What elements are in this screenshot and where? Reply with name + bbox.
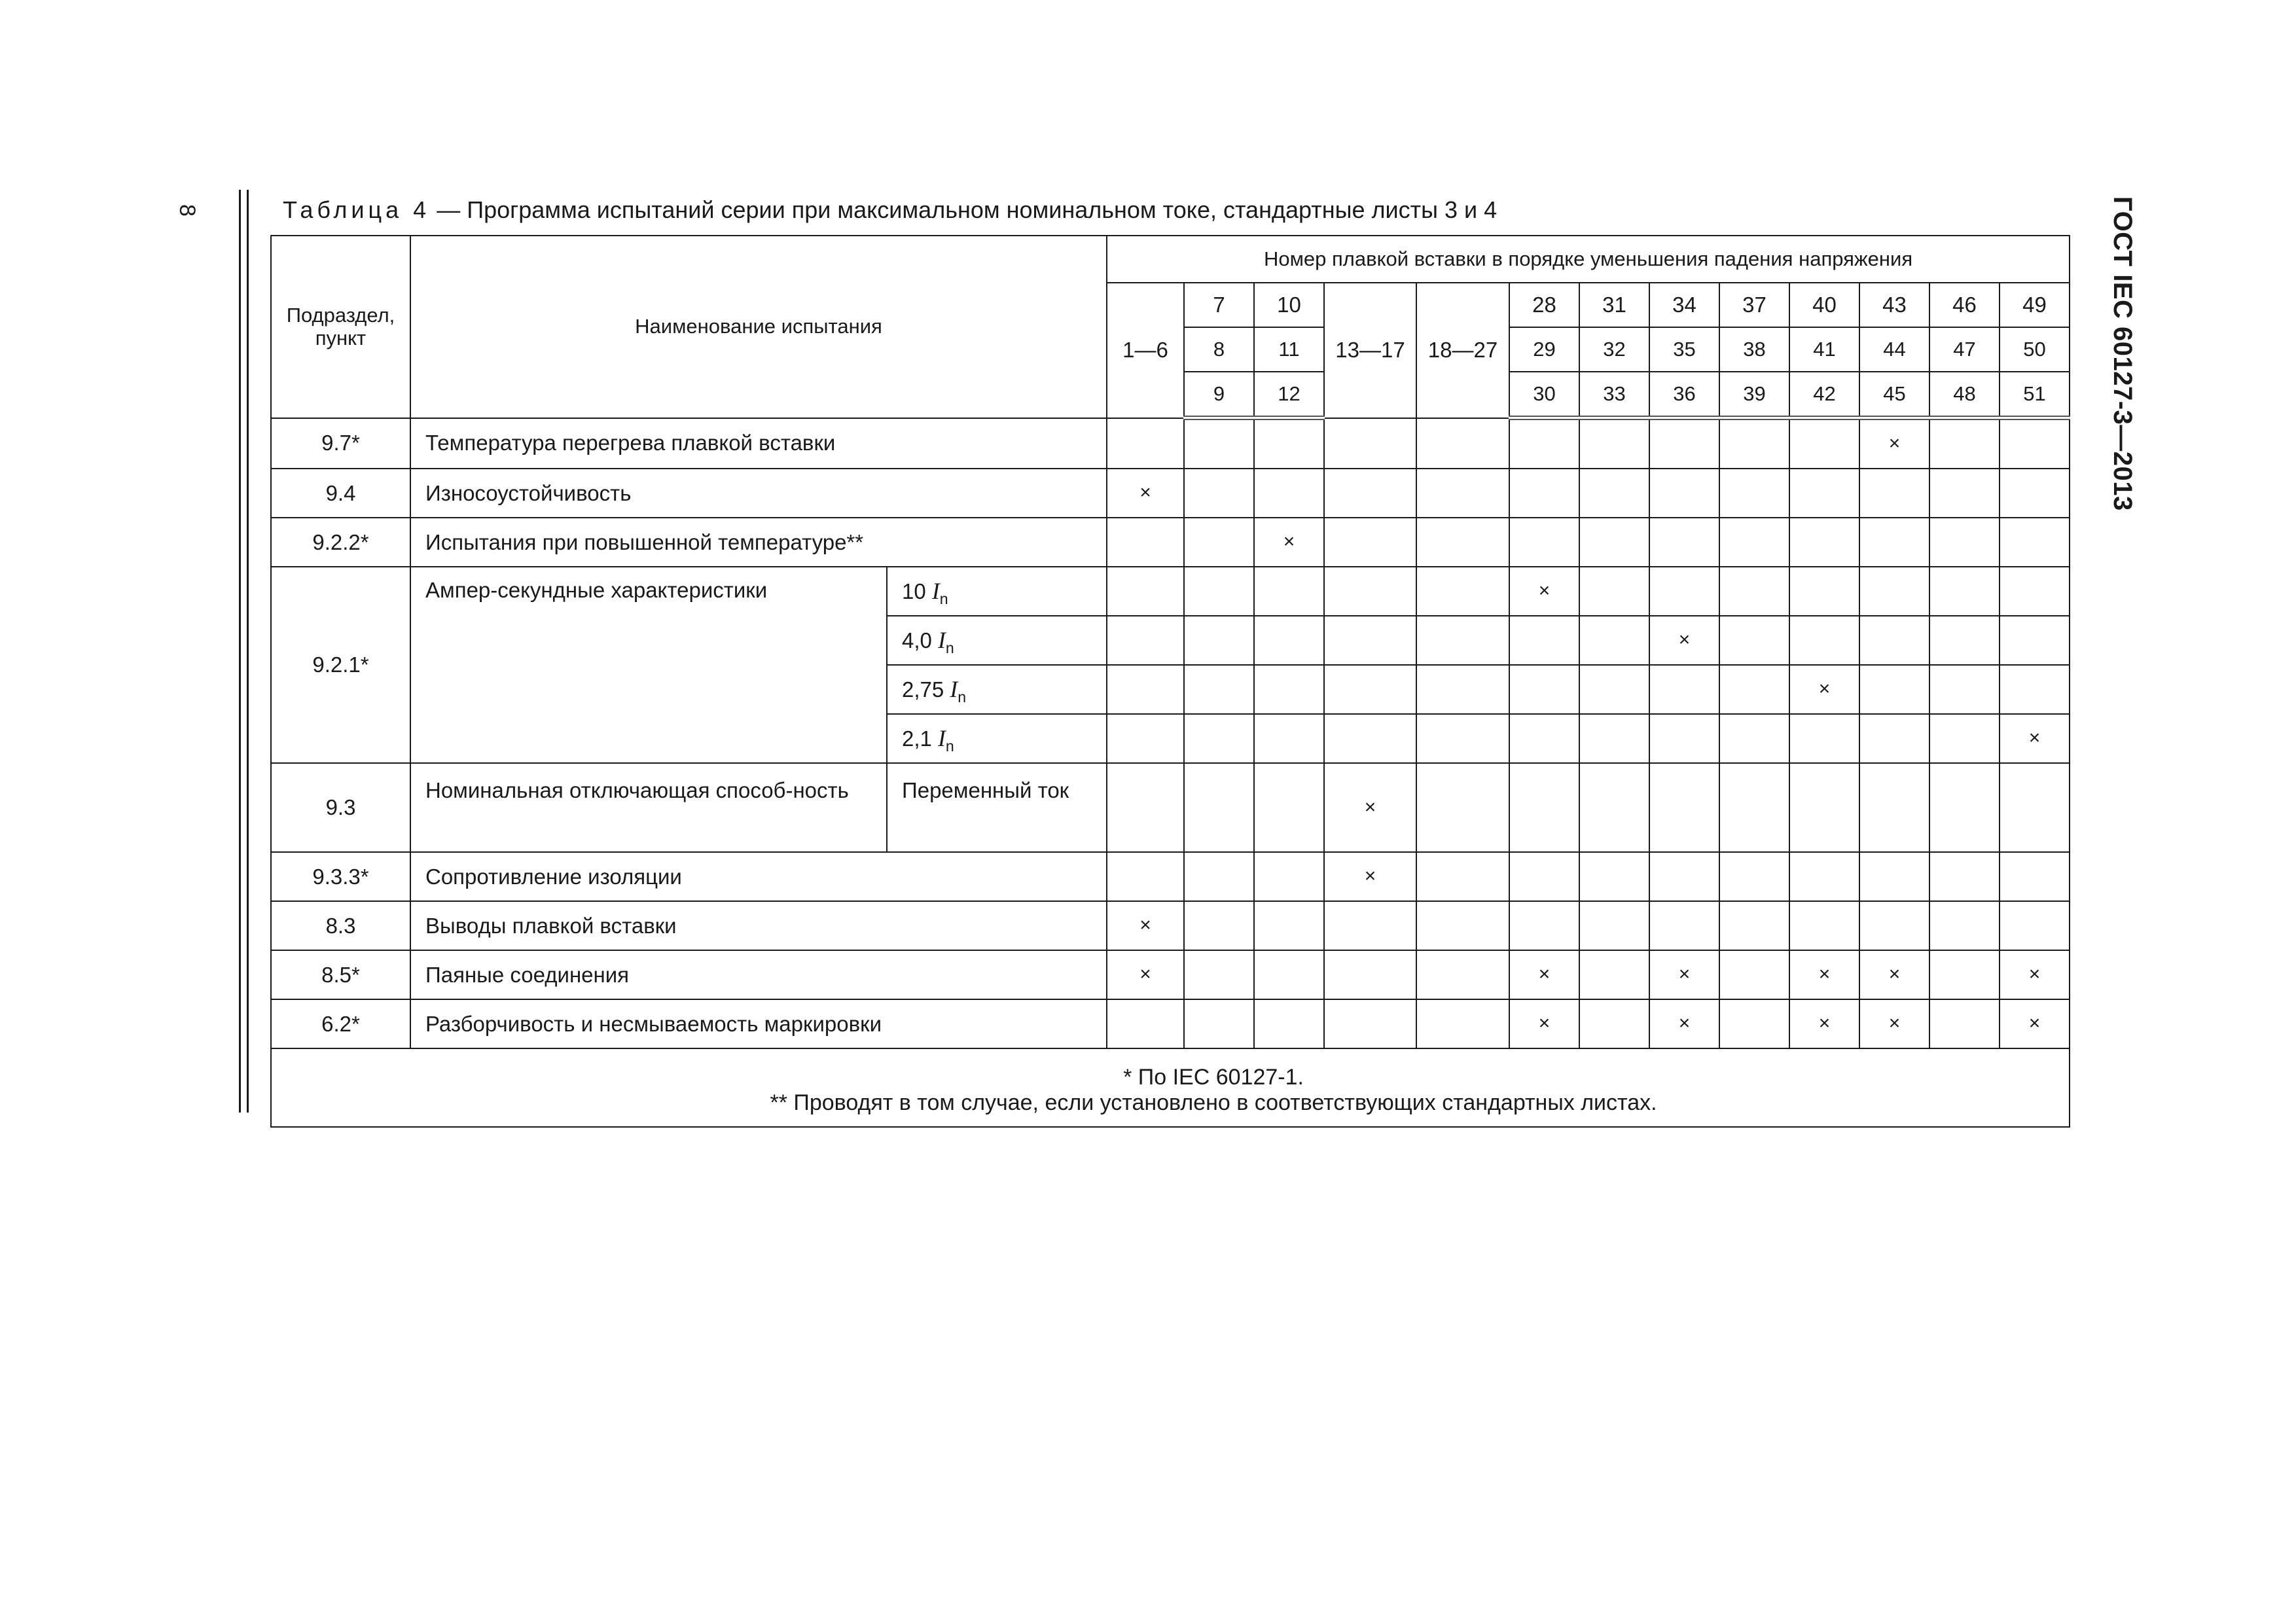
table-row — [271, 852, 2070, 901]
header-num: 36 — [1649, 372, 1719, 418]
current-subscript: n — [945, 639, 954, 657]
margin-rule-right — [247, 190, 249, 1113]
header-num: 29 — [1509, 327, 1579, 372]
current-subscript: n — [958, 688, 967, 706]
current-symbol: I — [950, 676, 958, 702]
table-row — [271, 950, 2070, 999]
current-multiple — [887, 616, 1107, 665]
mark-cell: × — [2000, 999, 2070, 1048]
row-test-condition: Переменный ток — [887, 763, 1107, 852]
test-program-grid — [270, 235, 2070, 1128]
header-num: 49 — [2000, 283, 2070, 327]
margin-rule-left — [239, 190, 241, 1113]
mark-cell: × — [1509, 567, 1579, 616]
row-clause: 9.2.1* — [271, 567, 410, 763]
current-value: 4,0 — [902, 628, 932, 652]
row-test-name: Износоустойчивость — [410, 469, 1107, 518]
header-num: 37 — [1719, 283, 1789, 327]
note-2: ** Проводят в том случае, если установлено в соответствующих стандартных листах. — [770, 1090, 1657, 1116]
row-clause: 9.3.3* — [271, 852, 410, 901]
mark-cell: × — [1107, 950, 1184, 999]
current-value: 2,1 — [902, 726, 932, 751]
header-num: 41 — [1789, 327, 1859, 372]
header-num: 35 — [1649, 327, 1719, 372]
table-row — [271, 901, 2070, 950]
row-test-name: Температура перегрева плавкой вставки — [410, 418, 1107, 469]
current-value: 10 — [902, 579, 926, 603]
table-row — [271, 418, 2070, 469]
row-test-name: Сопротивление изоляции — [410, 852, 1107, 901]
mark-cell: × — [1859, 950, 1929, 999]
note-1: * По IEC 60127-1. — [1123, 1065, 1304, 1090]
header-num: 38 — [1719, 327, 1789, 372]
header-num: 44 — [1859, 327, 1929, 372]
current-symbol: I — [938, 627, 946, 653]
mark-cell: × — [1789, 999, 1859, 1048]
page-number: 8 — [174, 204, 200, 217]
header-num: 33 — [1579, 372, 1649, 418]
row-clause: 9.2.2* — [271, 518, 410, 567]
mark-cell: × — [1509, 999, 1579, 1048]
row-test-name: Разборчивость и несмываемость маркировки — [410, 999, 1107, 1048]
header-group-title: Номер плавкой вставки в порядке уменьшения падения напряжения — [1107, 236, 2070, 283]
row-clause: 9.3 — [271, 763, 410, 852]
mark-cell: × — [1254, 518, 1324, 567]
mark-cell: × — [1789, 950, 1859, 999]
caption-label: Таблица 4 — [283, 196, 431, 223]
mark-cell: × — [1649, 999, 1719, 1048]
row-test-name: Номинальная отключающая способ-ность — [410, 763, 887, 852]
current-multiple — [887, 665, 1107, 714]
current-multiple — [887, 567, 1107, 616]
table-row — [271, 469, 2070, 518]
header-num: 40 — [1789, 283, 1859, 327]
table-row — [271, 518, 2070, 567]
header-num: 43 — [1859, 283, 1929, 327]
table-row — [271, 567, 2070, 616]
header-num: 31 — [1579, 283, 1649, 327]
mark-cell: × — [2000, 714, 2070, 763]
mark-cell: × — [1649, 950, 1719, 999]
mark-cell: × — [1324, 852, 1416, 901]
table-row — [271, 999, 2070, 1048]
header-col-18-27: 18—27 — [1416, 283, 1509, 418]
header-clause: Подраздел, пункт — [271, 236, 410, 418]
header-num: 11 — [1254, 327, 1324, 372]
header-num: 30 — [1509, 372, 1579, 418]
header-num: 8 — [1184, 327, 1254, 372]
row-test-name: Испытания при повышенной температуре** — [410, 518, 1107, 567]
header-num: 47 — [1929, 327, 2000, 372]
table-notes — [271, 1048, 2070, 1127]
current-multiple — [887, 714, 1107, 763]
row-clause: 8.3 — [271, 901, 410, 950]
mark-cell: × — [1859, 999, 1929, 1048]
header-num: 7 — [1184, 283, 1254, 327]
current-value: 2,75 — [902, 677, 944, 702]
mark-cell: × — [1324, 763, 1416, 852]
header-num: 46 — [1929, 283, 2000, 327]
header-num: 39 — [1719, 372, 1789, 418]
row-clause: 9.4 — [271, 469, 410, 518]
header-num: 48 — [1929, 372, 2000, 418]
current-symbol: I — [931, 578, 940, 604]
current-subscript: n — [939, 590, 948, 608]
row-clause: 9.7* — [271, 418, 410, 469]
header-num: 50 — [2000, 327, 2070, 372]
current-subscript: n — [945, 738, 954, 755]
standard-designation: ГОСТ IEC 60127-3—2013 — [2108, 196, 2137, 511]
table-caption — [283, 196, 1497, 224]
current-symbol: I — [938, 725, 946, 751]
row-clause: 6.2* — [271, 999, 410, 1048]
mark-cell: × — [1107, 901, 1184, 950]
table-row — [271, 763, 2070, 852]
header-col-1-6: 1—6 — [1107, 283, 1184, 418]
mark-cell: × — [1649, 616, 1719, 665]
header-num: 28 — [1509, 283, 1579, 327]
header-num: 51 — [2000, 372, 2070, 418]
caption-text: — Программа испытаний серии при максимальном номинальном токе, стандартные листы 3 и 4 — [430, 196, 1498, 223]
header-col-13-17: 13—17 — [1324, 283, 1416, 418]
notes-row — [271, 1048, 2070, 1127]
mark-cell: × — [1107, 469, 1184, 518]
header-num: 32 — [1579, 327, 1649, 372]
mark-cell: × — [1859, 418, 1929, 469]
mark-cell: × — [1509, 950, 1579, 999]
header-num: 10 — [1254, 283, 1324, 327]
row-clause: 8.5* — [271, 950, 410, 999]
row-test-name: Выводы плавкой вставки — [410, 901, 1107, 950]
header-num: 45 — [1859, 372, 1929, 418]
row-test-name: Ампер-секундные характеристики — [410, 567, 887, 763]
header-num: 42 — [1789, 372, 1859, 418]
header-num: 34 — [1649, 283, 1719, 327]
header-num: 9 — [1184, 372, 1254, 418]
row-test-name: Паяные соединения — [410, 950, 1107, 999]
mark-cell: × — [2000, 950, 2070, 999]
header-test-name: Наименование испытания — [410, 236, 1107, 418]
mark-cell: × — [1789, 665, 1859, 714]
header-num: 12 — [1254, 372, 1324, 418]
